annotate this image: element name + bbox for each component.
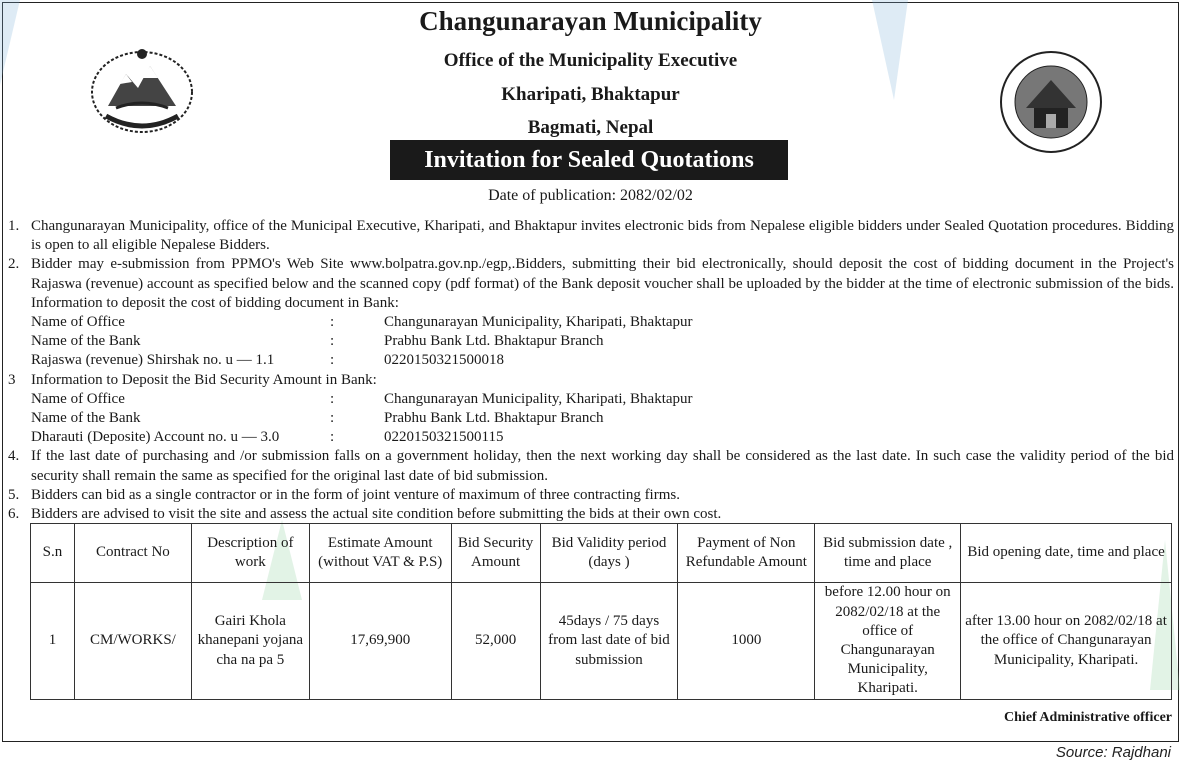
cell-payment: 1000 bbox=[678, 583, 815, 700]
signoff-title: Chief Administrative officer bbox=[1004, 710, 1172, 725]
table-row bbox=[31, 583, 1172, 700]
table-header-row bbox=[31, 524, 1172, 583]
col-header-opening: Bid opening date, time and place bbox=[961, 524, 1172, 583]
cell-submission: before 12.00 hour on 2082/02/18 at the office of Changunarayan Municipality, Kharipati. bbox=[815, 583, 961, 700]
clause-text: Bidders are advised to visit the site and assess the actual site condition before submitting the bids at their own cost. bbox=[31, 505, 722, 522]
col-header-description: Description of work bbox=[191, 524, 309, 583]
clause-text: If the last date of purchasing and /or submission falls on a government holiday, then the next working day shall be considered as the last date. In such case the validity period of the bid security shall remain the same as specified for the original last date of bid submission. bbox=[31, 448, 1174, 484]
field-label: Name of Office bbox=[31, 314, 125, 331]
col-header-sn: S.n bbox=[31, 524, 75, 583]
clause-text: Bidder may e-submission from PPMO's Web Site www.bolpatra.gov.np./egp,.Bidders, submitting their bid electronically, should deposit the cost of bidding document in the Project's Rajaswa (revenue) account as specified below and the scanned copy (pdf format) of the Bank deposit voucher shall be uploaded by the bidder at the time of electronic submission of the bids. Information to deposit the cost of bidding document in Bank: bbox=[31, 256, 1174, 311]
field-colon: : bbox=[330, 429, 335, 446]
field-value: 0220150321500115 bbox=[384, 429, 504, 446]
clause-number: 2. bbox=[8, 256, 20, 273]
revenue-account-row bbox=[8, 351, 1174, 370]
clause-number: 6. bbox=[8, 505, 20, 522]
office-address: Kharipati, Bhaktapur bbox=[501, 84, 680, 105]
revenue-office-row bbox=[8, 313, 1174, 332]
publication-date: Date of publication: 2082/02/02 bbox=[488, 187, 693, 204]
clause-text: Bidders can bid as a single contractor or in the form of joint venture of maximum of three contracting firms. bbox=[31, 486, 680, 503]
cell-bid-security: 52,000 bbox=[451, 583, 540, 700]
col-header-payment: Payment of Non Refundable Amount bbox=[678, 524, 815, 583]
field-label: Name of the Bank bbox=[31, 409, 141, 426]
field-value: 0220150321500018 bbox=[384, 352, 504, 369]
field-label: Name of Office bbox=[31, 390, 125, 407]
col-header-bid-security: Bid Security Amount bbox=[451, 524, 540, 583]
notice-body bbox=[8, 217, 1174, 524]
field-value: Prabhu Bank Ltd. Bhaktapur Branch bbox=[384, 333, 604, 350]
field-label: Name of the Bank bbox=[31, 333, 141, 350]
field-value: Changunarayan Municipality, Kharipati, Bhaktapur bbox=[384, 314, 693, 331]
field-label: Rajaswa (revenue) Shirshak no. u — 1.1 bbox=[31, 352, 275, 369]
clause-2 bbox=[8, 255, 1174, 313]
cell-estimate: 17,69,900 bbox=[309, 583, 451, 700]
cell-contract-no: CM/WORKS/ bbox=[74, 583, 191, 700]
clause-1 bbox=[8, 217, 1174, 255]
cell-sn: 1 bbox=[31, 583, 75, 700]
clause-number: 4. bbox=[8, 448, 20, 465]
clause-4 bbox=[8, 447, 1174, 485]
office-region: Bagmati, Nepal bbox=[527, 117, 654, 138]
field-value: Changunarayan Municipality, Kharipati, Bhaktapur bbox=[384, 390, 693, 407]
col-header-validity: Bid Validity period (days ) bbox=[540, 524, 678, 583]
bid-table bbox=[30, 523, 1172, 700]
field-colon: : bbox=[330, 314, 335, 331]
clause-6 bbox=[8, 505, 1174, 524]
cell-description: Gairi Khola khanepani yojana cha na pa 5 bbox=[191, 583, 309, 700]
col-header-estimate: Estimate Amount (without VAT & P.S) bbox=[309, 524, 451, 583]
clause-text: Information to Deposit the Bid Security Amount in Bank: bbox=[31, 371, 377, 388]
field-colon: : bbox=[330, 390, 335, 407]
notice-title-banner: Invitation for Sealed Quotations bbox=[390, 140, 788, 180]
field-colon: : bbox=[330, 409, 335, 426]
cell-opening: after 13.00 hour on 2082/02/18 at the office of Changunarayan Municipality, Kharipati. bbox=[961, 583, 1172, 700]
revenue-bank-row bbox=[8, 332, 1174, 351]
col-header-submission: Bid submission date , time and place bbox=[815, 524, 961, 583]
field-label: Dharauti (Deposite) Account no. u — 3.0 bbox=[31, 429, 280, 446]
clause-5 bbox=[8, 486, 1174, 505]
security-account-row bbox=[8, 428, 1174, 447]
source-credit: Source: Rajdhani bbox=[1055, 744, 1171, 761]
clause-number: 3 bbox=[8, 371, 16, 388]
security-bank-row bbox=[8, 409, 1174, 428]
col-header-contract-no: Contract No bbox=[74, 524, 191, 583]
security-office-row bbox=[8, 390, 1174, 409]
office-name: Office of the Municipality Executive bbox=[443, 50, 738, 71]
field-colon: : bbox=[330, 352, 335, 369]
field-colon: : bbox=[330, 333, 335, 350]
clause-number: 5. bbox=[8, 486, 20, 503]
field-value: Prabhu Bank Ltd. Bhaktapur Branch bbox=[384, 409, 604, 426]
municipality-title: Changunarayan Municipality bbox=[419, 6, 762, 36]
clause-text: Changunarayan Municipality, office of the Municipal Executive, Kharipati, and Bhaktapur invites electronic bids from Nepalese eligible bidders under Sealed Quotation procedures. Bidding is open to all eligible Nepalese Bidders. bbox=[31, 218, 1174, 254]
cell-validity: 45days / 75 days from last date of bid submission bbox=[540, 583, 678, 700]
clause-3 bbox=[8, 371, 1174, 390]
clause-number: 1. bbox=[8, 218, 20, 234]
